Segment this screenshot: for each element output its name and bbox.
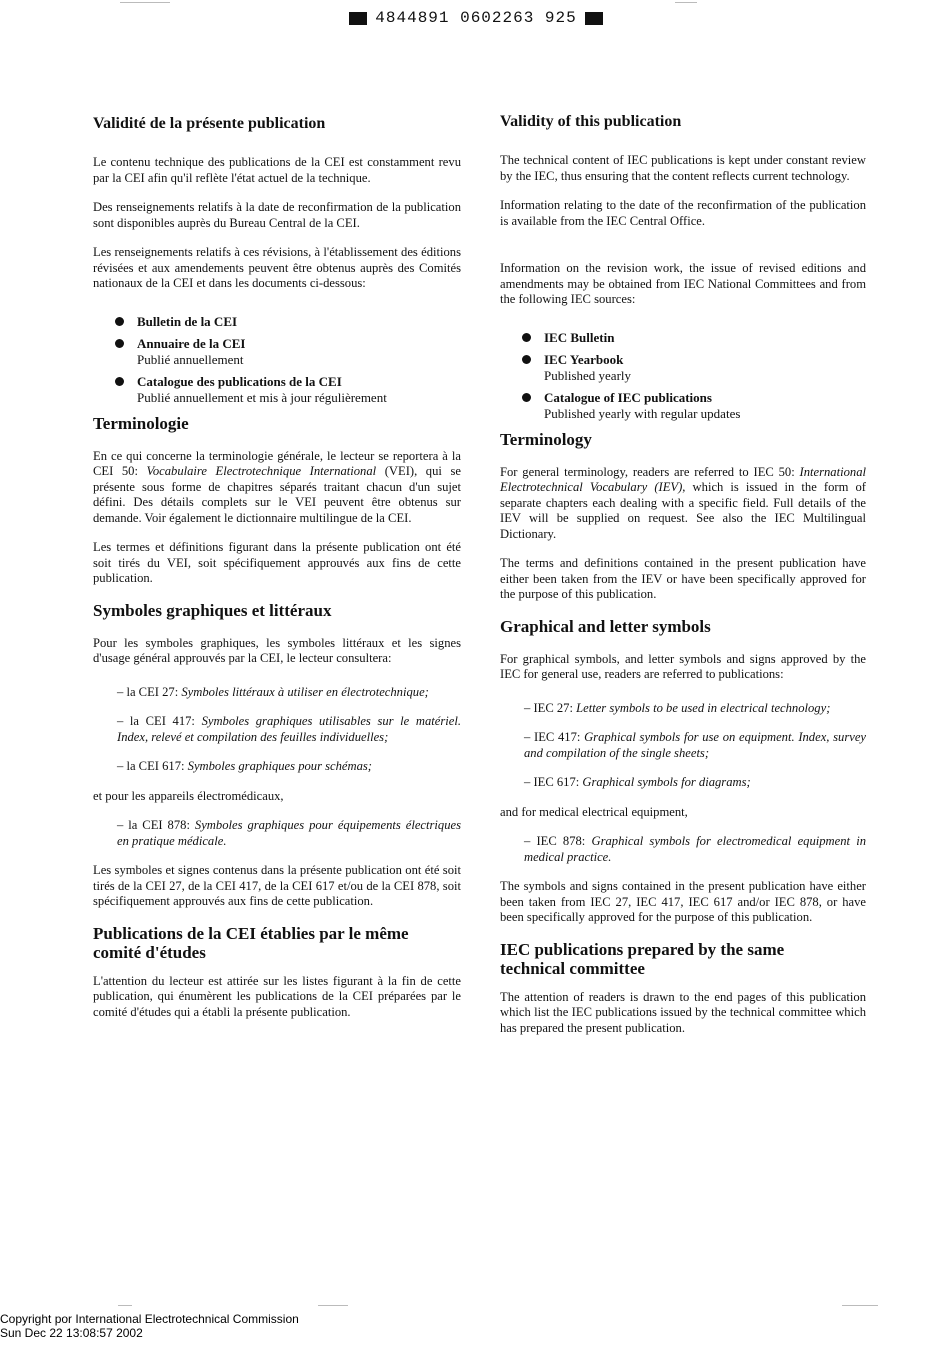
validity-paragraph-2: Des renseignements relatifs à la date de reconfirmation de la publication sont disponibles auprès du Bureau Central de la CEI.	[93, 200, 461, 230]
english-column	[500, 112, 866, 1050]
terminology-paragraph-1: For general terminology, readers are referred to IEC 50: International Electrotechnical Vocabulary (IEV), which is issued in the form of separate chapters each dealing with a specific field. Full details of the IEV will be supplied on request. See also the IEC Multilingual Dictionary.	[500, 464, 866, 541]
symbols-medical-intro: and for medical electrical equipment,	[500, 804, 688, 819]
validity-paragraph-1: The technical content of IEC publications is kept under constant review by the IEC, thus ensuring that the content reflects current technology.	[500, 153, 866, 183]
symbols-heading: Symboles graphiques et littéraux	[93, 600, 332, 620]
symbols-heading: Graphical and letter symbols	[500, 616, 711, 636]
french-column	[93, 114, 461, 1034]
list-item: Bulletin de la CEI	[115, 314, 461, 330]
document-code-header	[336, 8, 616, 28]
symbols-item: – IEC 417: Graphical symbols for use on equipment. Index, survey and compilation of the single sheets;	[524, 730, 866, 760]
symbols-paragraph-2: The symbols and signs contained in the present publication have either been taken from IEC 27, IEC 417, IEC 617 and/or IEC 878, or have been specifically approved for the purpose of this publication.	[500, 879, 866, 924]
publications-paragraph: The attention of readers is drawn to the end pages of this publication which list the IEC publications issued by the technical committee which has prepared the present publication.	[500, 989, 866, 1035]
bullet-icon	[115, 377, 124, 386]
bullet-icon	[522, 333, 531, 342]
symbols-item: – la CEI 27: Symboles littéraux à utiliser en électrotechnique;	[117, 684, 429, 699]
scan-mark	[118, 1305, 132, 1306]
list-item: Catalogue des publications de la CEI Publié annuellement et mis à jour régulièrement	[115, 374, 461, 406]
bullet-icon	[522, 355, 531, 364]
symbols-item: – IEC 878: Graphical symbols for electromedical equipment in medical practice.	[524, 834, 866, 864]
symbols-item: – la CEI 878: Symboles graphiques pour équipements électriques en pratique médicale.	[117, 818, 462, 848]
symbols-item: – IEC 27: Letter symbols to be used in electrical technology;	[524, 700, 831, 715]
source-list	[522, 330, 866, 422]
bullet-icon	[115, 339, 124, 348]
list-item: Annuaire de la CEI Publié annuellement	[115, 336, 461, 368]
validity-paragraph-1: Le contenu technique des publications de la CEI est constamment revu par la CEI afin qu'il reflète l'état actuel de la technique.	[93, 155, 461, 185]
validity-paragraph-2: Information relating to the date of the reconfirmation of the publication is available from the IEC Central Office.	[500, 198, 866, 228]
publications-heading: IEC publications prepared by the same technical committee	[500, 939, 785, 978]
terminology-paragraph-2: Les termes et définitions figurant dans la présente publication ont été soit tirés du VEI, soit spécifiquement approuvés aux fins de cette publication.	[93, 540, 461, 585]
scan-mark	[842, 1305, 878, 1306]
terminology-heading: Terminology	[500, 429, 592, 449]
source-list	[115, 314, 461, 406]
publications-paragraph: L'attention du lecteur est attirée sur les listes figurant à la fin de cette publication, qui énumèrent les publications de la CEI préparées par le comité d'études qui a établi la présente publication.	[93, 973, 461, 1019]
symbols-medical-intro: et pour les appareils électromédicaux,	[93, 788, 284, 803]
bullet-icon	[522, 393, 531, 402]
scan-mark	[120, 2, 170, 3]
validity-paragraph-3: Les renseignements relatifs à ces révisions, à l'établissement des éditions révisées et aux amendements peuvent être obtenus auprès des Comités nationaux de la CEI et dans les documents ci-dessous:	[93, 245, 461, 290]
copyright-line: Copyright por International Electrotechnical Commission	[0, 1312, 299, 1326]
validity-heading: Validity of this publication	[500, 113, 682, 130]
document-code: 4844891 0602263 925	[375, 9, 577, 27]
terminology-paragraph-1: En ce qui concerne la terminologie générale, le lecteur se reportera à la CEI 50: Vocabulaire Electrotechnique International (VEI), qui se présente sous forme de chapitres séparés traitant chacun d'un sujet défini. Des détails complets sur le VEI peuvent être obtenus sur demande. Voir également le dictionnaire multilingue de la CEI.	[93, 448, 461, 525]
validity-paragraph-3: Information on the revision work, the issue of revised editions and amendments may be obtained from IEC National Committees and from the following IEC sources:	[500, 261, 866, 306]
validity-heading: Validité de la présente publication	[93, 115, 326, 132]
bullet-icon	[115, 317, 124, 326]
publications-heading: Publications de la CEI établies par le même comité d'études	[93, 923, 409, 962]
barcode-block-icon	[349, 12, 367, 25]
symbols-paragraph-1: For graphical symbols, and letter symbols and signs approved by the IEC for general use, readers are referred to publications:	[500, 651, 866, 681]
terminology-heading: Terminologie	[93, 413, 189, 433]
list-item: Catalogue of IEC publications Published yearly with regular updates	[522, 390, 866, 422]
symbols-paragraph-2: Les symboles et signes contenus dans la présente publication ont été soit tirés de la CEI 27, de la CEI 417, de la CEI 617 et/ou de la CEI 878, soit spécifiquement approuvés aux fins de cette publication.	[93, 863, 461, 908]
list-item: IEC Bulletin	[522, 330, 866, 346]
symbols-item: – IEC 617: Graphical symbols for diagrams;	[524, 775, 751, 789]
symbols-paragraph-1: Pour les symboles graphiques, les symboles littéraux et les signes d'usage général approuvés par la CEI, le lecteur consultera:	[93, 635, 461, 665]
timestamp-line: Sun Dec 22 13:08:57 2002	[0, 1326, 143, 1340]
scan-mark	[675, 2, 697, 3]
scan-mark	[318, 1305, 348, 1306]
terminology-paragraph-2: The terms and definitions contained in the present publication have either been taken from the IEV or have been specifically approved for the purpose of this publication.	[500, 556, 866, 601]
barcode-block-icon	[585, 12, 603, 25]
symbols-item: – la CEI 617: Symboles graphiques pour schémas;	[117, 759, 372, 773]
copyright-footer	[0, 1312, 299, 1340]
symbols-item: – la CEI 417: Symboles graphiques utilisables sur le matériel. Index, relevé et compilation des feuilles individuelles;	[117, 714, 462, 744]
list-item: IEC Yearbook Published yearly	[522, 352, 866, 384]
